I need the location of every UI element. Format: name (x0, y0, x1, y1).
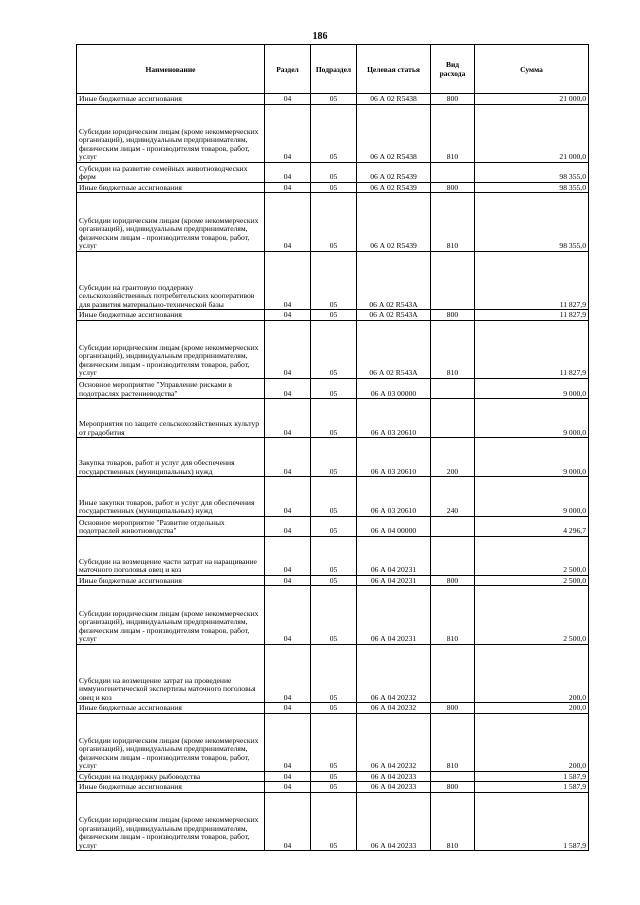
cell-name: Иные бюджетные ассигнования (77, 782, 265, 793)
cell-section: 04 (265, 644, 311, 702)
cell-name: Иные бюджетные ассигнования (77, 703, 265, 714)
table-row (77, 782, 589, 793)
cell-name: Субсидии юридическим лицам (кроме некоммерческих организаций), индивидуальным предпринимателям, физическим лицам - производителям товаров, работ, услуг (77, 713, 265, 771)
table-row (77, 477, 589, 516)
cell-name: Основное мероприятие "Развитие отдельных подотраслей животноводства" (77, 516, 265, 536)
cell-subsection: 05 (311, 438, 357, 477)
table-row (77, 536, 589, 575)
cell-subsection: 05 (311, 162, 357, 182)
cell-section: 04 (265, 94, 311, 105)
cell-expense-type: 240 (431, 477, 475, 516)
cell-name: Субсидии на возмещение части затрат на наращивание маточного поголовья овец и коз (77, 536, 265, 575)
cell-subsection: 05 (311, 713, 357, 771)
cell-name: Иные бюджетные ассигнования (77, 575, 265, 586)
cell-amount: 200,0 (475, 644, 589, 702)
cell-expense-type: 200 (431, 438, 475, 477)
cell-name: Субсидии на развитие семейных животноводческих ферм (77, 162, 265, 182)
cell-target: 06 А 04 20231 (357, 536, 431, 575)
cell-target: 06 А 02 R5438 (357, 94, 431, 105)
cell-expense-type: 800 (431, 310, 475, 321)
table-body (77, 94, 589, 851)
header-name: Наименование (77, 45, 265, 94)
cell-name: Субсидии на возмещение затрат на проведение иммуногенетической экспертизы маточного поголовья овец и коз (77, 644, 265, 702)
cell-expense-type (431, 162, 475, 182)
cell-amount: 11 827,9 (475, 251, 589, 309)
cell-subsection: 05 (311, 193, 357, 251)
cell-subsection: 05 (311, 771, 357, 782)
cell-amount: 9 000,0 (475, 378, 589, 398)
cell-target: 06 А 03 20610 (357, 399, 431, 438)
cell-section: 04 (265, 251, 311, 309)
cell-target: 06 А 04 20232 (357, 644, 431, 702)
cell-subsection: 05 (311, 516, 357, 536)
cell-subsection: 05 (311, 477, 357, 516)
cell-amount: 200,0 (475, 713, 589, 771)
table-row (77, 516, 589, 536)
cell-amount: 9 000,0 (475, 399, 589, 438)
cell-expense-type (431, 399, 475, 438)
cell-section: 04 (265, 771, 311, 782)
budget-table (76, 44, 589, 851)
cell-section: 04 (265, 516, 311, 536)
cell-name: Иные бюджетные ассигнования (77, 310, 265, 321)
cell-target: 06 А 04 20232 (357, 713, 431, 771)
cell-expense-type (431, 536, 475, 575)
table-row (77, 251, 589, 309)
table-row (77, 703, 589, 714)
cell-amount: 98 355,0 (475, 182, 589, 193)
cell-section: 04 (265, 320, 311, 378)
cell-expense-type (431, 251, 475, 309)
cell-subsection: 05 (311, 399, 357, 438)
cell-target: 06 А 04 00000 (357, 516, 431, 536)
cell-subsection: 05 (311, 782, 357, 793)
header-amount: Сумма (475, 45, 589, 94)
cell-amount: 1 587,9 (475, 771, 589, 782)
cell-subsection: 05 (311, 792, 357, 850)
cell-section: 04 (265, 378, 311, 398)
cell-amount: 11 827,9 (475, 320, 589, 378)
cell-amount: 2 500,0 (475, 536, 589, 575)
cell-target: 06 А 04 20233 (357, 782, 431, 793)
cell-section: 04 (265, 162, 311, 182)
cell-section: 04 (265, 104, 311, 162)
cell-expense-type: 800 (431, 703, 475, 714)
cell-name: Субсидии юридическим лицам (кроме некоммерческих организаций), индивидуальным предпринимателям, физическим лицам - производителям товаров, работ, услуг (77, 104, 265, 162)
cell-subsection: 05 (311, 104, 357, 162)
cell-section: 04 (265, 193, 311, 251)
cell-amount: 11 827,9 (475, 310, 589, 321)
cell-amount: 98 355,0 (475, 193, 589, 251)
cell-target: 06 А 03 00000 (357, 378, 431, 398)
cell-expense-type: 800 (431, 575, 475, 586)
cell-target: 06 А 04 20231 (357, 575, 431, 586)
cell-section: 04 (265, 477, 311, 516)
cell-amount: 9 000,0 (475, 477, 589, 516)
cell-target: 06 А 02 R543А (357, 320, 431, 378)
cell-subsection: 05 (311, 644, 357, 702)
table-row (77, 771, 589, 782)
cell-section: 04 (265, 536, 311, 575)
cell-name: Субсидии юридическим лицам (кроме некоммерческих организаций), индивидуальным предпринимателям, физическим лицам - производителям товаров, работ, услуг (77, 792, 265, 850)
cell-expense-type (431, 516, 475, 536)
cell-expense-type: 810 (431, 104, 475, 162)
cell-expense-type: 800 (431, 782, 475, 793)
cell-subsection: 05 (311, 536, 357, 575)
cell-expense-type: 810 (431, 320, 475, 378)
cell-subsection: 05 (311, 251, 357, 309)
cell-amount: 21 000,0 (475, 94, 589, 105)
header-section: Раздел (265, 45, 311, 94)
cell-subsection: 05 (311, 703, 357, 714)
cell-expense-type: 810 (431, 586, 475, 644)
cell-name: Субсидии на поддержку рыбоводства (77, 771, 265, 782)
cell-target: 06 А 02 R543А (357, 251, 431, 309)
cell-target: 06 А 03 20610 (357, 438, 431, 477)
header-target: Целевая статья (357, 45, 431, 94)
cell-subsection: 05 (311, 182, 357, 193)
cell-subsection: 05 (311, 320, 357, 378)
cell-section: 04 (265, 310, 311, 321)
cell-target: 06 А 02 R5439 (357, 162, 431, 182)
table-row (77, 310, 589, 321)
cell-target: 06 А 02 R5439 (357, 182, 431, 193)
cell-target: 06 А 02 R5438 (357, 104, 431, 162)
table-row (77, 193, 589, 251)
cell-name: Субсидии юридическим лицам (кроме некоммерческих организаций), индивидуальным предпринимателям, физическим лицам - производителям товаров, работ, услуг (77, 320, 265, 378)
table-row (77, 104, 589, 162)
cell-subsection: 05 (311, 378, 357, 398)
cell-amount: 1 587,9 (475, 782, 589, 793)
cell-expense-type: 810 (431, 193, 475, 251)
table-row (77, 94, 589, 105)
table-row (77, 644, 589, 702)
cell-name: Иные бюджетные ассигнования (77, 94, 265, 105)
table-row (77, 182, 589, 193)
cell-target: 06 А 02 R5439 (357, 193, 431, 251)
header-expense-type: Вид расхода (431, 45, 475, 94)
cell-section: 04 (265, 575, 311, 586)
cell-name: Основное мероприятие "Управление рисками в подотраслях растениеводства" (77, 378, 265, 398)
cell-expense-type (431, 644, 475, 702)
page-number: 186 (312, 31, 328, 42)
cell-name: Субсидии на грантовую поддержку сельскохозяйственных потребительских кооперативов для развития материально-технической базы (77, 251, 265, 309)
table-row (77, 586, 589, 644)
table-row (77, 713, 589, 771)
cell-amount: 2 500,0 (475, 586, 589, 644)
cell-target: 06 А 04 20233 (357, 771, 431, 782)
table-row (77, 162, 589, 182)
cell-name: Субсидии юридическим лицам (кроме некоммерческих организаций), индивидуальным предпринимателям, физическим лицам - производителям товаров, работ, услуг (77, 586, 265, 644)
cell-expense-type: 800 (431, 94, 475, 105)
cell-name: Закупка товаров, работ и услуг для обеспечения государственных (муниципальных) нужд (77, 438, 265, 477)
cell-target: 06 А 03 20610 (357, 477, 431, 516)
table-row (77, 438, 589, 477)
cell-expense-type: 810 (431, 713, 475, 771)
cell-amount: 2 500,0 (475, 575, 589, 586)
cell-target: 06 А 04 20233 (357, 792, 431, 850)
table-row (77, 575, 589, 586)
cell-section: 04 (265, 586, 311, 644)
cell-amount: 98 355,0 (475, 162, 589, 182)
cell-expense-type: 800 (431, 182, 475, 193)
table-row (77, 399, 589, 438)
cell-amount: 4 296,7 (475, 516, 589, 536)
cell-amount: 1 587,9 (475, 792, 589, 850)
cell-subsection: 05 (311, 310, 357, 321)
table-row (77, 320, 589, 378)
table-header-row (77, 45, 589, 94)
cell-name: Иные закупки товаров, работ и услуг для обеспечения государственных (муниципальных) нужд (77, 477, 265, 516)
cell-subsection: 05 (311, 586, 357, 644)
cell-amount: 200,0 (475, 703, 589, 714)
cell-expense-type: 810 (431, 792, 475, 850)
cell-target: 06 А 04 20231 (357, 586, 431, 644)
cell-name: Иные бюджетные ассигнования (77, 182, 265, 193)
table-row (77, 378, 589, 398)
cell-section: 04 (265, 703, 311, 714)
cell-name: Мероприятия по защите сельскохозяйственных культур от градобития (77, 399, 265, 438)
cell-section: 04 (265, 792, 311, 850)
cell-subsection: 05 (311, 94, 357, 105)
header-subsection: Подраздел (311, 45, 357, 94)
cell-section: 04 (265, 782, 311, 793)
cell-section: 04 (265, 182, 311, 193)
table-row (77, 792, 589, 850)
cell-expense-type (431, 771, 475, 782)
cell-subsection: 05 (311, 575, 357, 586)
cell-expense-type (431, 378, 475, 398)
cell-target: 06 А 02 R543А (357, 310, 431, 321)
cell-section: 04 (265, 399, 311, 438)
cell-section: 04 (265, 438, 311, 477)
cell-target: 06 А 04 20232 (357, 703, 431, 714)
cell-amount: 21 000,0 (475, 104, 589, 162)
cell-section: 04 (265, 713, 311, 771)
cell-amount: 9 000,0 (475, 438, 589, 477)
cell-name: Субсидии юридическим лицам (кроме некоммерческих организаций), индивидуальным предпринимателям, физическим лицам - производителям товаров, работ, услуг (77, 193, 265, 251)
